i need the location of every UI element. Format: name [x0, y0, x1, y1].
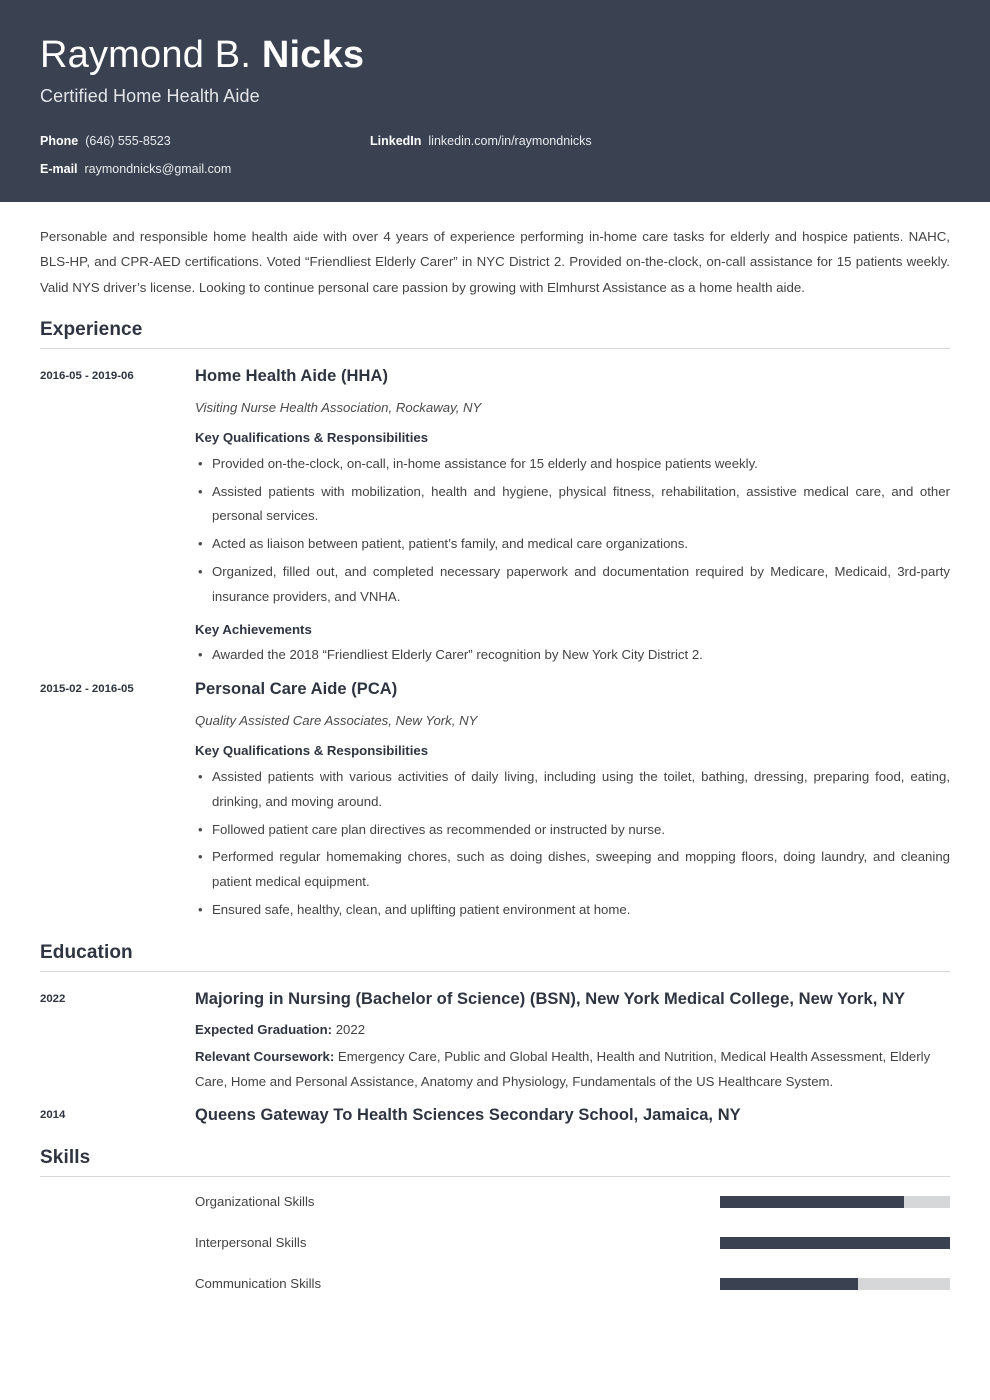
education-entry-date: 2022 [40, 992, 66, 1005]
experience-entry [40, 364, 950, 668]
education-entry-date: 2014 [40, 1109, 66, 1122]
education-entry-main [195, 1103, 950, 1128]
list-item: • Provided on-the-clock, on-call, in-home assistance for 15 elderly and hospice patients weekly. [195, 452, 950, 477]
list-item: • Awarded the 2018 “Friendliest Elderly Carer” recognition by New York City District 2. [195, 643, 950, 668]
skills-section-title: Skills [40, 1147, 91, 1169]
experience-entry-date: 2015-02 - 2016-05 [40, 683, 134, 696]
skill-level-bar [720, 1278, 950, 1290]
section-divider [40, 1176, 950, 1177]
contact-linkedin [370, 134, 592, 148]
resume-header [0, 0, 990, 202]
experience-entry-date: 2016-05 - 2019-06 [40, 370, 134, 383]
contact-linkedin-value[interactable]: linkedin.com/in/raymondnicks [428, 133, 592, 148]
candidate-last-name: Nicks [261, 34, 365, 76]
section-divider [40, 348, 950, 349]
skill-name: Communication Skills [195, 1275, 322, 1291]
section-divider [40, 971, 950, 972]
experience-entry-company: Quality Assisted Care Associates, New York, NY [195, 713, 478, 729]
skill-level-bar [720, 1237, 950, 1249]
skill-row [40, 1274, 950, 1294]
resume-body [0, 224, 990, 1294]
experience-entry [40, 677, 950, 923]
contact-email-value[interactable]: raymondnicks@gmail.com [84, 161, 232, 176]
education-graduation-line [195, 1018, 950, 1043]
skill-level-fill [720, 1278, 858, 1290]
contact-row [40, 162, 950, 176]
experience-entry-company: Visiting Nurse Health Association, Rockaway, NY [195, 400, 482, 416]
education-graduation-label: Expected Graduation: [195, 1021, 333, 1037]
candidate-name [40, 34, 950, 77]
skill-level-fill [720, 1196, 904, 1208]
experience-achievements-list [195, 643, 950, 668]
experience-qualifications-list [195, 452, 950, 610]
skills-section [40, 1147, 950, 1293]
education-graduation-value: 2022 [335, 1021, 366, 1037]
professional-summary: Personable and responsible home health aide with over 4 years of experience performing in-home care tasks for elderly and hospice patients. NAHC, BLS-HP, and CPR-AED certifications. Voted “Friendliest Elderly Carer” in NYC District 2. Provided on-the-clock, on-call assistance for 15 patients weekly. Valid NYS driver’s license. Looking to continue personal care passion by growing with Elmhurst Assistance as a home health aide. [40, 228, 950, 295]
experience-entry-title: Home Health Aide (HHA) [195, 367, 389, 386]
experience-entry-title: Personal Care Aide (PCA) [195, 680, 398, 699]
candidate-job-title: Certified Home Health Aide [40, 85, 260, 106]
skill-name: Organizational Skills [195, 1194, 315, 1210]
contact-email-label: E-mail [40, 161, 78, 176]
skill-level-fill [720, 1237, 950, 1249]
education-section [40, 942, 950, 1129]
education-entry [40, 987, 950, 1095]
skill-name: Interpersonal Skills [195, 1235, 307, 1251]
contact-phone [40, 134, 370, 148]
experience-entry-main [195, 677, 950, 923]
experience-entry-main [195, 364, 950, 668]
skill-level-bar [720, 1196, 950, 1208]
list-item: • Followed patient care plan directives as recommended or instructed by nurse. [195, 818, 950, 843]
experience-section-title: Experience [40, 319, 143, 341]
education-entry-title: Queens Gateway To Health Sciences Secondary School, Jamaica, NY [195, 1106, 741, 1125]
experience-achievements-label: Key Achievements [195, 621, 312, 637]
experience-section [40, 319, 950, 923]
education-coursework-value: Emergency Care, Public and Global Health, Health and Nutrition, Medical Health Assessment, Elderly Care, Home and Personal Assistance, Anatomy and Physiology, Fundamentals of the US Healthcare System. [195, 1048, 931, 1089]
contact-phone-label: Phone [40, 133, 79, 148]
skill-row [40, 1233, 950, 1253]
education-entry-title: Majoring in Nursing (Bachelor of Science) (BSN), New York Medical College, New York, NY [195, 989, 906, 1008]
education-entry [40, 1103, 950, 1128]
skill-row [40, 1192, 950, 1212]
list-item: • Performed regular homemaking chores, such as doing dishes, sweeping and mopping floors, doing laundry, and cleaning patient medical equipment. [195, 845, 950, 895]
contact-email [40, 162, 370, 176]
list-item: • Ensured safe, healthy, clean, and uplifting patient environment at home. [195, 898, 950, 923]
experience-qualifications-label: Key Qualifications & Responsibilities [195, 743, 429, 759]
list-item: • Organized, filled out, and completed necessary paperwork and documentation required by Medicare, Medicaid, 3rd-party insurance providers, and VNHA. [195, 560, 950, 610]
contact-row [40, 134, 950, 148]
education-entry-main [195, 987, 950, 1095]
education-coursework-line [195, 1045, 950, 1095]
experience-qualifications-list [195, 765, 950, 923]
contact-linkedin-label: LinkedIn [370, 133, 422, 148]
list-item: • Assisted patients with various activities of daily living, including using the toilet, bathing, dressing, preparing food, eating, drinking, and moving around. [195, 765, 950, 815]
contact-details [40, 134, 950, 176]
list-item: • Acted as liaison between patient, patient’s family, and medical care organizations. [195, 532, 950, 557]
experience-qualifications-label: Key Qualifications & Responsibilities [195, 429, 429, 445]
contact-phone-value[interactable]: (646) 555-8523 [85, 133, 171, 148]
education-section-title: Education [40, 941, 133, 963]
skills-list [40, 1192, 950, 1293]
list-item: • Assisted patients with mobilization, health and hygiene, physical fitness, rehabilitation, assistive medical care, and other personal services. [195, 480, 950, 530]
candidate-first-name: Raymond B. [40, 34, 262, 76]
education-coursework-label: Relevant Coursework: [195, 1048, 335, 1064]
